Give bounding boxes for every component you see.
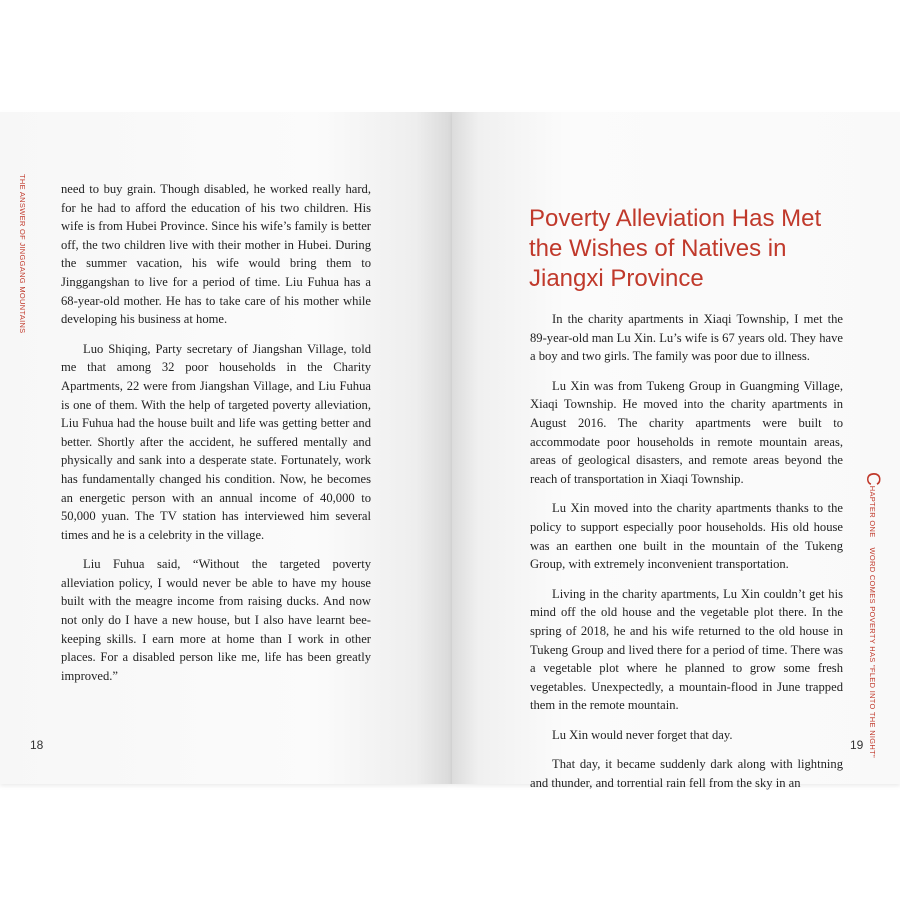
- chapter-label: HAPTER ONE: [868, 485, 877, 538]
- page-number-left: 18: [30, 738, 44, 752]
- left-page: [0, 112, 452, 784]
- right-page: [452, 112, 900, 791]
- left-page-body: [61, 180, 371, 696]
- right-page-body: [530, 310, 843, 804]
- paragraph: Living in the charity apartments, Lu Xin couldn’t get his mind off the old house and the vegetable plot there. In the spring of 2018, he and his wife returned to the old house in Tukeng Group and lived there for a period of time. There was a vegetable plot where he planned to grow some fresh vegetables. Unexpectedly, a mountain-flood in June trapped them in the remote mountain.: [530, 586, 843, 713]
- paragraph: That day, it became suddenly dark along with lightning and thunder, and torrential rain fell from the sky in an: [530, 757, 843, 791]
- paragraph: In the charity apartments in Xiaqi Township, I met the 89-year-old man Lu Xin. Lu’s wife is 67 years old. They have a boy and two girls. The family was poor due to illness.: [530, 312, 843, 364]
- page-number-right: 19: [850, 738, 864, 752]
- section-heading: Poverty Alleviation Has Met the Wishes of Natives in Jiangxi Province: [529, 205, 822, 292]
- paragraph: Lu Xin moved into the charity apartments thanks to the policy to support especially poor households. His old house was an earthen one built in the mountain of the Tukeng Group, with extremely inconvenient transportation.: [530, 501, 843, 572]
- open-book: [0, 112, 900, 791]
- paragraph: Lu Xin would never forget that day.: [552, 727, 733, 742]
- chapter-initial: C: [862, 472, 883, 486]
- running-header-left: THE ANSWER OF JINGGANG MOUNTAINS: [18, 174, 27, 334]
- paragraph: Luo Shiqing, Party secretary of Jiangshan Village, told me that among 32 poor households in the Charity Apartments, 22 were from Jiangshan Village, and Liu Fuhua is one of them. With the help of targeted poverty alleviation, Liu Fuhua had the house built and life was getting better and better. Shortly after the accident, he suffered mentally and physically and sank into a desperate state. Fortunately, work has fundamentally changed his condition. Now, he becomes an energetic person with an annual income of 40,000 to 50,000 yuan. The TV station has interviewed him several times and he is a celebrity in the village.: [61, 341, 371, 542]
- paragraph: need to buy grain. Though disabled, he worked really hard, for he had to afford the education of his two children. His wife is from Hubei Province. Since his wife’s family is better off, the two children live with their mother in Hubei. During the summer vacation, his wife would bring them to Jinggangshan to live for a period of time. Liu Fuhua has a 68-year-old mother. He has to take care of his mother while developing his business at home.: [61, 182, 371, 327]
- paragraph: Lu Xin was from Tukeng Group in Guangming Village, Xiaqi Township. He moved into the charity apartments in August 2016. The charity apartments were built to accommodate poor households in remote mountain areas, areas of geological disasters, and remote areas beyond the reach of transportation in Xiaqi Township.: [530, 378, 843, 486]
- chapter-title: WORD COMES POVERTY HAS "FLED INTO THE NIGHT": [868, 547, 877, 758]
- chapter-marker: [863, 472, 882, 758]
- paragraph: Liu Fuhua said, “Without the targeted poverty alleviation policy, I would never be able to have my house built with the meagre income from raising ducks. And now not only do I have a new house, but I also have learnt bee-keeping skills. I earn more at home than I work in other places. For a disabled person like me, life has been greatly improved.”: [61, 557, 371, 683]
